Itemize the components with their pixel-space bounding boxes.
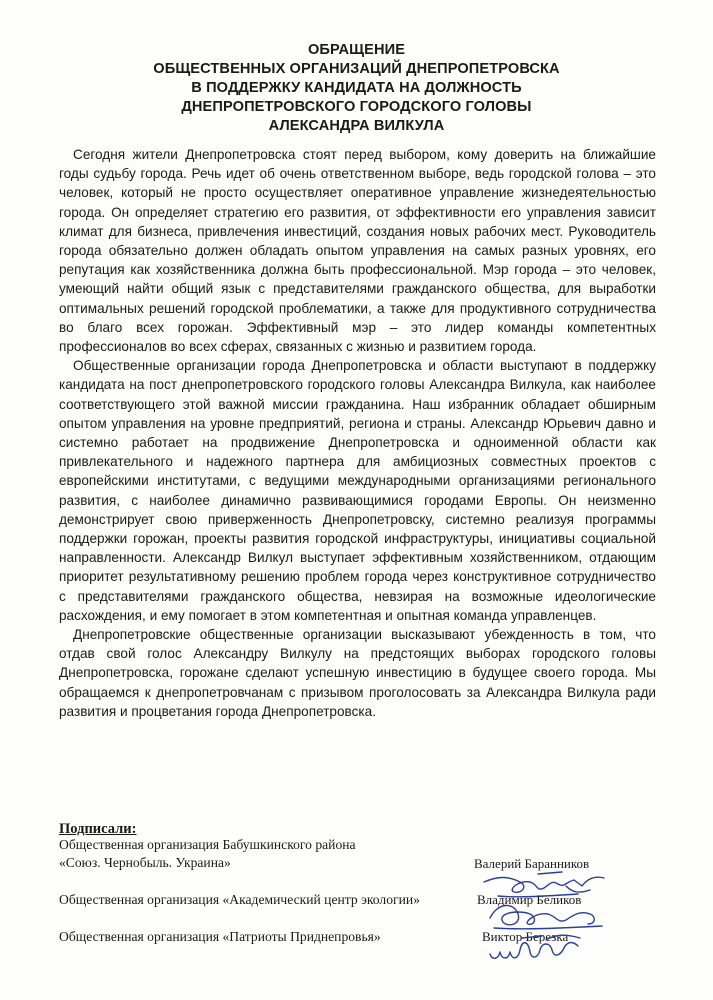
document-title <box>0 41 713 136</box>
signatory-3-name: Виктор Березка <box>482 929 569 944</box>
title-line-1: ОБРАЩЕНИЕ <box>307 42 406 58</box>
signatory-1-name: Валерий Баранников <box>474 856 590 871</box>
signatory-1-org-line-2: «Союз. Чернобыль. Украина» <box>59 855 231 870</box>
paragraph-1: Сегодня жители Днепропетровска стоят перед выбором, кому доверить на ближайшие годы судьбу города. Речь идет об очень ответственном выборе, ведь городской голова – это человек, который не просто осуществляет оперативное управление жизнедеятельностью города. Он определяет стратегию его развития, от эффективности его управления зависит климат для бизнеса, привлечения инвестиций, создания новых рабочих мест. Руководитель города обязательно должен обладать опытом управления на самых разных уровнях, его репутация как хозяйственника должна быть профессиональной. Мэр города – это человек, умеющий найти общий язык с представителями гражданского общества, для выработки оптимальных решений городской проблематики, а также для продуктивного сотрудничества во благо всех горожан. Эффективный мэр – это лидер команды компетентных профессионалов во всех сферах, связанных с жизнью и развитием города. <box>59 147 656 355</box>
signatory-3-signature <box>482 930 592 970</box>
paragraph-3: Днепропетровские общественные организации высказывают убежденность в том, что отдав свой голос Александру Вилкулу на предстоящих выборах городского головы Днепропетровска, горожане сделают успешную инвестицию в будущее своего города. Мы обращаемся к днепропетровчанам с призывом проголосовать за Александра Вилкула ради развития и процветания города Днепропетровска. <box>59 627 656 719</box>
signatory-2-org-line-1: Общественная организация «Академический центр экологии» <box>59 892 420 907</box>
title-line-4: ДНЕПРОПЕТРОВСКОГО ГОРОДСКОГО ГОЛОВЫ <box>181 99 532 115</box>
signatory-2-name: Владимир Беликов <box>477 892 582 907</box>
title-line-5: АЛЕКСАНДРА ВИЛКУЛА <box>268 118 445 134</box>
title-line-2: ОБЩЕСТВЕННЫХ ОРГАНИЗАЦИЙ ДНЕПРОПЕТРОВСКА <box>153 61 560 77</box>
signed-by-label: Подписали: <box>59 821 137 837</box>
paragraph-2: Общественные организации города Днепропетровска и области выступают в поддержку кандидата на пост днепропетровского городского головы Александра Вилкула, как наиболее соответствующего этой важной миссии гражданина. Наш избранник обладает обширным опытом управления на уровне предприятий, региона и страны. Александр Юрьевич давно и системно работает на продвижение Днепропетровска и одноименной области как привлекательного и надежного партнера для амбициозных совместных проектов с европейскими институтами, с ведущими международными организациями регионального развития, с наиболее динамично развивающимися городами Европы. Он неизменно демонстрирует свою приверженность Днепропетровску, системно реализуя программы поддержки горожан, проекты развития городской инфраструктуры, инициативы социальной направленности. Александр Вилкул выступает эффективным хозяйственником, отдающим приоритет результативному решению проблем города через конструктивное сотрудничество с представителями гражданского общества, невзирая на возможные идеологические расхождения, и ему помогает в этом компетентная и опытная команда управленцев. <box>59 358 656 623</box>
signatory-3-org-line-1: Общественная организация «Патриоты Приднепровья» <box>59 929 381 944</box>
appeal-body <box>59 145 656 721</box>
title-line-3: В ПОДДЕРЖКУ КАНДИДАТА НА ДОЛЖНОСТЬ <box>191 80 522 96</box>
signatory-1-org-line-1: Общественная организация Бабушкинского района <box>59 837 356 852</box>
